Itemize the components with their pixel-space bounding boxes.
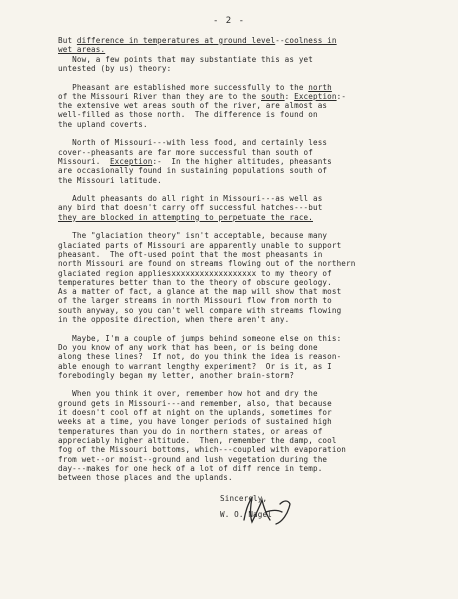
body-line [58, 148, 313, 157]
body-line [58, 362, 332, 371]
body-line [58, 110, 318, 119]
body-line [58, 455, 327, 464]
body-line [58, 334, 341, 343]
body-line [58, 296, 332, 305]
underlined-text: they are blocked in attempting to perpetuate the race. [58, 212, 313, 222]
underlined-text: coolness in [284, 36, 337, 45]
body-line [58, 45, 105, 54]
text-span: from wet--or moist--ground and lush vegetation during the [58, 454, 328, 464]
text-span: along these lines? If not, do you think the idea is reason- [58, 352, 342, 362]
text-span: Missouri. [58, 156, 110, 166]
text-span: But [58, 36, 77, 45]
text-span: well-filled as those north. The difference is found on [58, 110, 318, 120]
body-line [58, 417, 332, 426]
signer-name: W. O. Nagel [220, 510, 272, 519]
text-span: :- In the higher altitudes, pheasants [152, 156, 332, 166]
text-span: The "glaciation theory" isn't acceptable, because many [58, 231, 328, 241]
text-span: As a matter of fact, a glance at the map will show that most [58, 287, 342, 297]
body-line [58, 269, 332, 278]
text-span: Pheasant are established more successfully to the [58, 82, 309, 92]
text-span: of the larger streams in north Missouri flow from north to [58, 296, 332, 306]
body-line [58, 55, 313, 64]
body-line [58, 399, 332, 408]
body-line [58, 464, 322, 473]
text-span: North of Missouri---with less food, and certainly less [58, 138, 328, 148]
body-line [58, 278, 332, 287]
body-line [58, 64, 171, 73]
body-line [58, 306, 341, 315]
text-span: able enough to warrant lengthy experiment? Or is it, as I [58, 361, 332, 371]
body-line [58, 194, 322, 203]
text-span: any bird that doesn't carry off successful hatches---but [58, 203, 323, 213]
text-span: day---makes for one heck of a lot of diff rence in temp. [58, 463, 323, 473]
body-line [58, 343, 318, 352]
body-line [58, 176, 162, 185]
text-span: forebodingly began my letter, another brain-storm? [58, 370, 295, 380]
body-line [58, 213, 313, 222]
text-span: cover--pheasants are far more successful than south of [58, 147, 313, 157]
body-line [58, 408, 332, 417]
underlined-text: north [308, 82, 332, 92]
text-span: glaciated parts of Missouri are apparently unable to support [58, 240, 342, 250]
text-span: in the opposite direction, when there aren't any. [58, 315, 290, 324]
body-line [58, 250, 322, 259]
body-line [58, 101, 327, 110]
body-line [58, 473, 233, 482]
underlined-text: Exception [109, 156, 153, 166]
text-span: south anyway, so you can't well compare with streams flowing [58, 305, 342, 315]
underlined-text: difference in temperatures at ground level [76, 36, 276, 45]
underlined-text: Exception [294, 91, 337, 101]
text-span: Now, a few points that may substantiate this as yet [58, 54, 313, 64]
page-number: - 2 - [212, 16, 246, 26]
text-span: temperatures better than to the theory of obscure geology. [58, 277, 332, 287]
body-line [58, 287, 341, 296]
text-span: Maybe, I'm a couple of jumps behind someone else on this: [58, 333, 342, 343]
text-span: pheasant. The oft-used point that the most pheasants in [58, 249, 323, 259]
body-line [58, 120, 148, 129]
text-span: between those places and the uplands. [58, 473, 233, 483]
text-span: weeks at a time, you have longer periods of sustained high [58, 417, 332, 427]
text-span: of the Missouri River than they are to the [58, 91, 262, 101]
body-line [58, 157, 332, 166]
body-line [58, 352, 341, 361]
closing-salutation: Sincerely, [220, 494, 268, 503]
text-span: untested (by us) theory: [58, 63, 172, 73]
text-span: appreciably higher altitude. Then, remember the damp, cool [58, 435, 337, 445]
body-line [58, 427, 322, 436]
body-line [58, 241, 341, 250]
body-line [58, 83, 332, 92]
text-span: -- [275, 36, 285, 45]
underlined-text: south [261, 91, 285, 101]
text-span: : [284, 91, 295, 101]
body-line [58, 166, 327, 175]
body-line [58, 203, 322, 212]
text-span: the extensive wet areas south of the river, are almost as [58, 101, 328, 111]
body-line [58, 36, 337, 45]
text-span: are occasionally found in sustaining populations south of [58, 166, 328, 176]
body-line [58, 436, 337, 445]
underlined-text: wet areas. [58, 45, 106, 55]
body-line [58, 389, 318, 398]
body-line [58, 231, 327, 240]
text-span: the upland coverts. [58, 119, 148, 129]
body-line [58, 138, 327, 147]
body-line [58, 371, 294, 380]
body-line [58, 315, 289, 324]
text-span: Adult pheasants do all right in Missouri---as well as [58, 194, 323, 204]
text-span: glaciated region appliesxxxxxxxxxxxxxxxxxx to my theory of [58, 268, 332, 278]
body-line [58, 445, 346, 454]
text-span: temperatures than you do in northern states, or areas of [58, 426, 323, 436]
text-span: :- [336, 91, 347, 101]
text-span: north Missouri are found on streams flowing out of the northern [58, 259, 356, 269]
text-span: it doesn't cool off at night on the uplands, sometimes for [58, 408, 332, 417]
text-span: the Missouri latitude. [58, 175, 162, 185]
body-line [58, 259, 355, 268]
body-line [58, 92, 346, 101]
text-span: When you think it over, remember how hot and dry the [58, 389, 318, 399]
text-span: fog of the Missouri bottoms, which---coupled with evaporation [58, 445, 347, 455]
text-span: ground gets in Missouri---and remember, also, that because [58, 398, 332, 408]
text-span: Do you know of any work that has been, or is being done [58, 342, 318, 352]
